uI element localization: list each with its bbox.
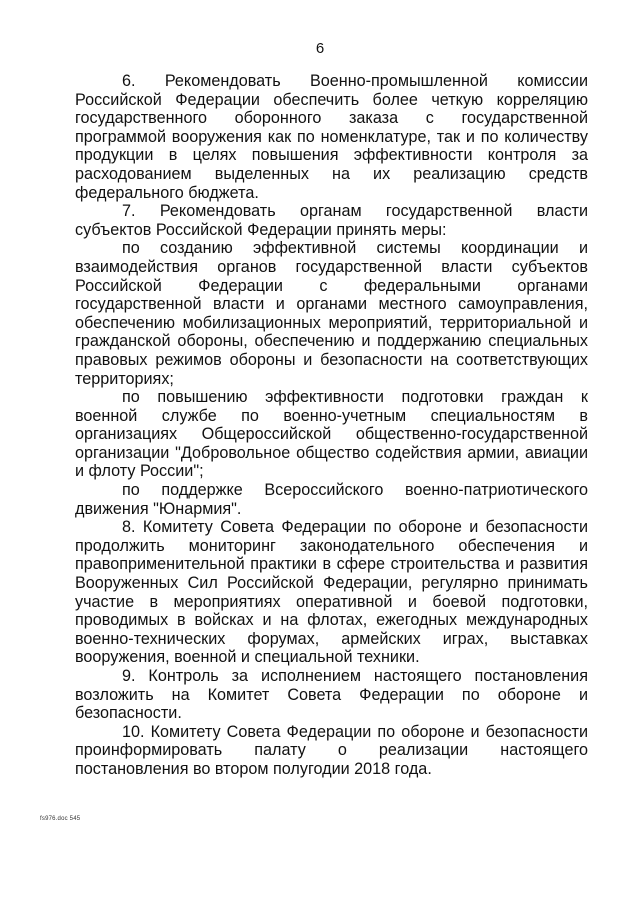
paragraph-7-measure-yunarmia: по поддержке Всероссийского военно-патриотического движения "Юнармия". xyxy=(75,481,588,518)
document-body xyxy=(75,72,588,779)
page-number: 6 xyxy=(315,40,325,57)
paragraph-6: 6. Рекомендовать Военно-промышленной комиссии Российской Федерации обеспечить более четкую корреляцию государственного оборонного заказа с государственной программой вооружения как по номенклатуре, так и по количеству продукции в целях повышения эффективности контроля за расходованием выделенных на их реализацию средств федерального бюджета. xyxy=(75,72,588,202)
paragraph-10: 10. Комитету Совета Федерации по обороне и безопасности проинформировать палату о реализации настоящего постановления во втором полугодии 2018 года. xyxy=(75,722,588,778)
paragraph-9: 9. Контроль за исполнением настоящего постановления возложить на Комитет Совета Федерации по обороне и безопасности. xyxy=(75,667,588,723)
footer-file-reference: fs976.doc 545 xyxy=(40,816,81,822)
paragraph-7-measure-training: по повышению эффективности подготовки граждан к военной службе по военно-учетным специальностям в организациях Общероссийской общественно-государственной организации "Добровольное общество содействия армии, авиации и флоту России"; xyxy=(75,388,588,481)
paragraph-8: 8. Комитету Совета Федерации по обороне и безопасности продолжить мониторинг законодательного обеспечения и правоприменительной практики в сфере строительства и развития Вооруженных Сил Российской Федерации, регулярно принимать участие в мероприятиях оперативной и боевой подготовки, проводимых в войсках и на флотах, ежегодных международных военно-технических форумах, армейских играх, выставках вооружения, военной и специальной техники. xyxy=(75,518,588,667)
paragraph-7-measure-coordination: по созданию эффективной системы координации и взаимодействия органов государственной власти субъектов Российской Федерации с федеральными органами государственной власти и органами местного самоуправления, обеспечению мобилизационных мероприятий, территориальной и гражданской обороны, обеспечению и поддержанию специальных правовых режимов обороны и безопасности на соответствующих территориях; xyxy=(75,239,588,388)
paragraph-7: 7. Рекомендовать органам государственной власти субъектов Российской Федерации принять меры: xyxy=(75,202,588,239)
